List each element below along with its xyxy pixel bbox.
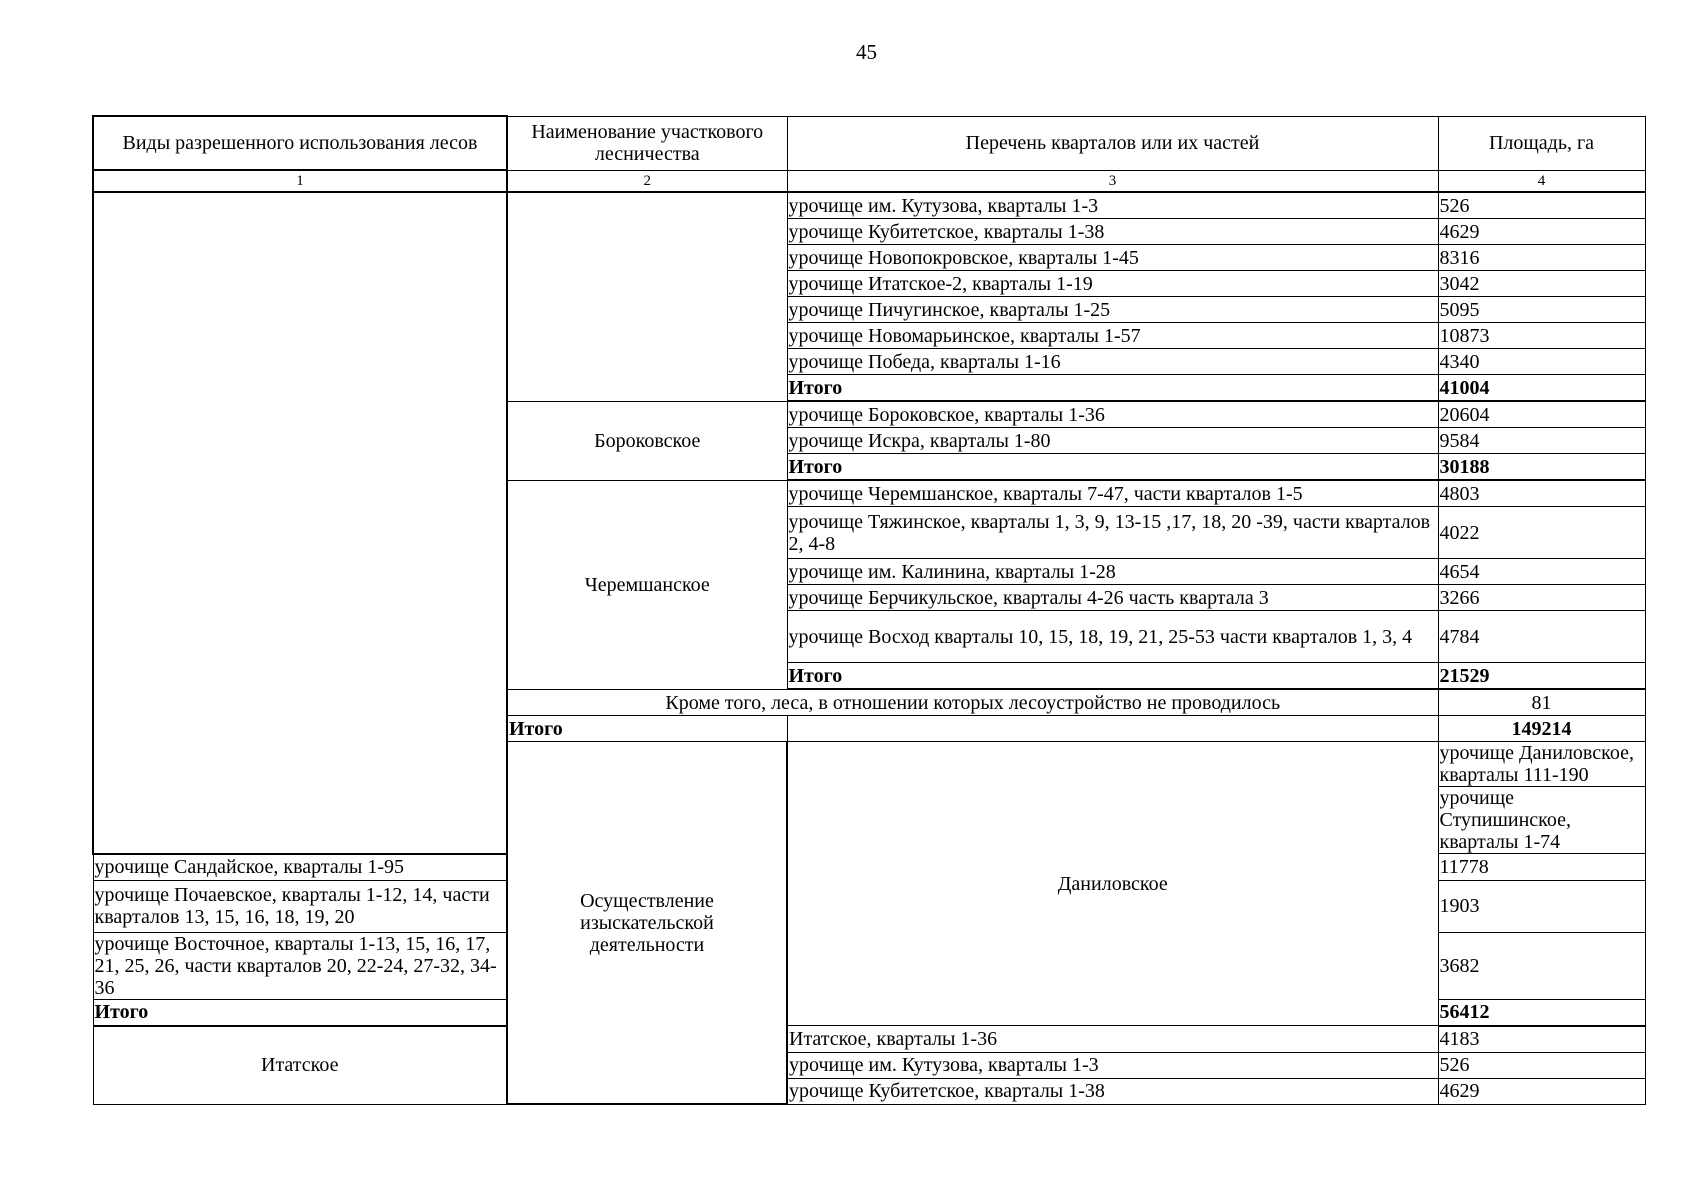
quarter-cell: урочище Искра, кварталы 1-80: [787, 428, 1438, 454]
subtotal-value: 56412: [1438, 999, 1645, 1026]
quarter-cell: урочище Кубитетское, кварталы 1-38: [787, 1078, 1438, 1104]
quarter-cell: урочище им. Кутузова, кварталы 1-3: [787, 192, 1438, 219]
column-number-2: 2: [507, 170, 787, 192]
quarter-cell: урочище Кубитетское, кварталы 1-38: [787, 219, 1438, 245]
area-cell: 3682: [1438, 932, 1645, 999]
area-cell: 5095: [1438, 297, 1645, 323]
extra-forest-label: Кроме того, леса, в отношении которых лесоустройство не проводилось: [507, 689, 1438, 716]
quarter-cell: урочище Пичугинское, кварталы 1-25: [787, 297, 1438, 323]
quarter-cell: урочище Восход кварталы 10, 15, 18, 19, 21, 25-53 части кварталов 1, 3, 4: [787, 611, 1438, 663]
quarter-cell: урочище Итатское-2, кварталы 1-19: [787, 271, 1438, 297]
area-cell: 1903: [1438, 880, 1645, 932]
table-row: [93, 192, 1645, 219]
quarter-cell: урочище Черемшанское, кварталы 7-47, части кварталов 1-5: [787, 480, 1438, 507]
quarter-cell: урочище Победа, кварталы 1-16: [787, 349, 1438, 375]
subtotal-label: Итого: [787, 663, 1438, 690]
quarter-cell: урочище им. Кутузова, кварталы 1-3: [787, 1052, 1438, 1078]
quarter-cell: урочище Новомарьинское, кварталы 1-57: [787, 323, 1438, 349]
area-cell: 526: [1438, 1052, 1645, 1078]
area-cell: 9584: [1438, 428, 1645, 454]
area-cell: 20604: [1438, 401, 1645, 428]
quarter-cell: урочище Бороковское, кварталы 1-36: [787, 401, 1438, 428]
quarter-cell: урочище Новопокровское, кварталы 1-45: [787, 245, 1438, 271]
area-cell: 4183: [1438, 1026, 1645, 1053]
area-cell: 526: [1438, 192, 1645, 219]
grand-total-label: Итого: [507, 716, 787, 742]
area-cell: 4629: [1438, 1078, 1645, 1104]
quarter-cell: урочище Почаевское, кварталы 1-12, 14, части кварталов 13, 15, 16, 18, 19, 20: [93, 880, 507, 932]
column-number-row: [93, 170, 1645, 192]
grand-total-value: 149214: [1438, 716, 1645, 742]
area-cell: 4784: [1438, 611, 1645, 663]
header-forestry: Наименование участкового лесничества: [507, 116, 787, 170]
area-cell: 3042: [1438, 271, 1645, 297]
subtotal-label: Итого: [93, 999, 507, 1026]
forestry-cell: Бороковское: [507, 401, 787, 480]
quarter-cell: урочище Ступишинское, кварталы 1-74: [1438, 787, 1645, 854]
area-cell: 10873: [1438, 323, 1645, 349]
area-cell: 8316: [1438, 245, 1645, 271]
table-header-row: [93, 116, 1645, 170]
header-quarters: Перечень кварталов или их частей: [787, 116, 1438, 170]
page-number: 45: [856, 40, 877, 64]
header-use-type: Виды разрешенного использования лесов: [93, 116, 507, 170]
forestry-cell: Даниловское: [787, 742, 1438, 1026]
forestry-cell: [507, 192, 787, 401]
area-cell: 4022: [1438, 507, 1645, 559]
use-type-cell: [93, 192, 507, 854]
forestry-cell: Итатское: [93, 1026, 507, 1105]
quarter-cell: урочище Берчикульское, кварталы 4-26 часть квартала 3: [787, 585, 1438, 611]
quarter-cell: урочище им. Калинина, кварталы 1-28: [787, 559, 1438, 585]
area-cell: 4654: [1438, 559, 1645, 585]
quarter-cell: урочище Тяжинское, кварталы 1, 3, 9, 13-15 ,17, 18, 20 -39, части кварталов 2, 4-8: [787, 507, 1438, 559]
quarter-cell: Итатское, кварталы 1-36: [787, 1026, 1438, 1053]
header-area: Площадь, га: [1438, 116, 1645, 170]
area-cell: 4629: [1438, 219, 1645, 245]
subtotal-value: 41004: [1438, 375, 1645, 402]
subtotal-value: 21529: [1438, 663, 1645, 690]
area-cell: 3266: [1438, 585, 1645, 611]
use-type-cell: Осуществление изыскательской деятельности: [507, 742, 787, 1105]
subtotal-label: Итого: [787, 454, 1438, 481]
forestry-cell: Черемшанское: [507, 480, 787, 689]
column-number-1: 1: [93, 170, 507, 192]
column-number-4: 4: [1438, 170, 1645, 192]
table-row: [93, 1026, 1645, 1053]
subtotal-label: Итого: [787, 375, 1438, 402]
quarter-cell: урочище Даниловское, кварталы 111-190: [1438, 742, 1645, 787]
quarter-cell: урочище Восточное, кварталы 1-13, 15, 16, 17, 21, 25, 26, части кварталов 20, 22-24, 27-32, 34-36: [93, 932, 507, 999]
area-cell: 11778: [1438, 854, 1645, 881]
column-number-3: 3: [787, 170, 1438, 192]
extra-forest-area: 81: [1438, 689, 1645, 716]
quarter-cell: урочище Сандайское, кварталы 1-95: [93, 854, 507, 881]
area-cell: 4340: [1438, 349, 1645, 375]
subtotal-value: 30188: [1438, 454, 1645, 481]
grand-total-empty: [787, 716, 1438, 742]
forest-use-table: [92, 115, 1646, 1105]
area-cell: 4803: [1438, 480, 1645, 507]
